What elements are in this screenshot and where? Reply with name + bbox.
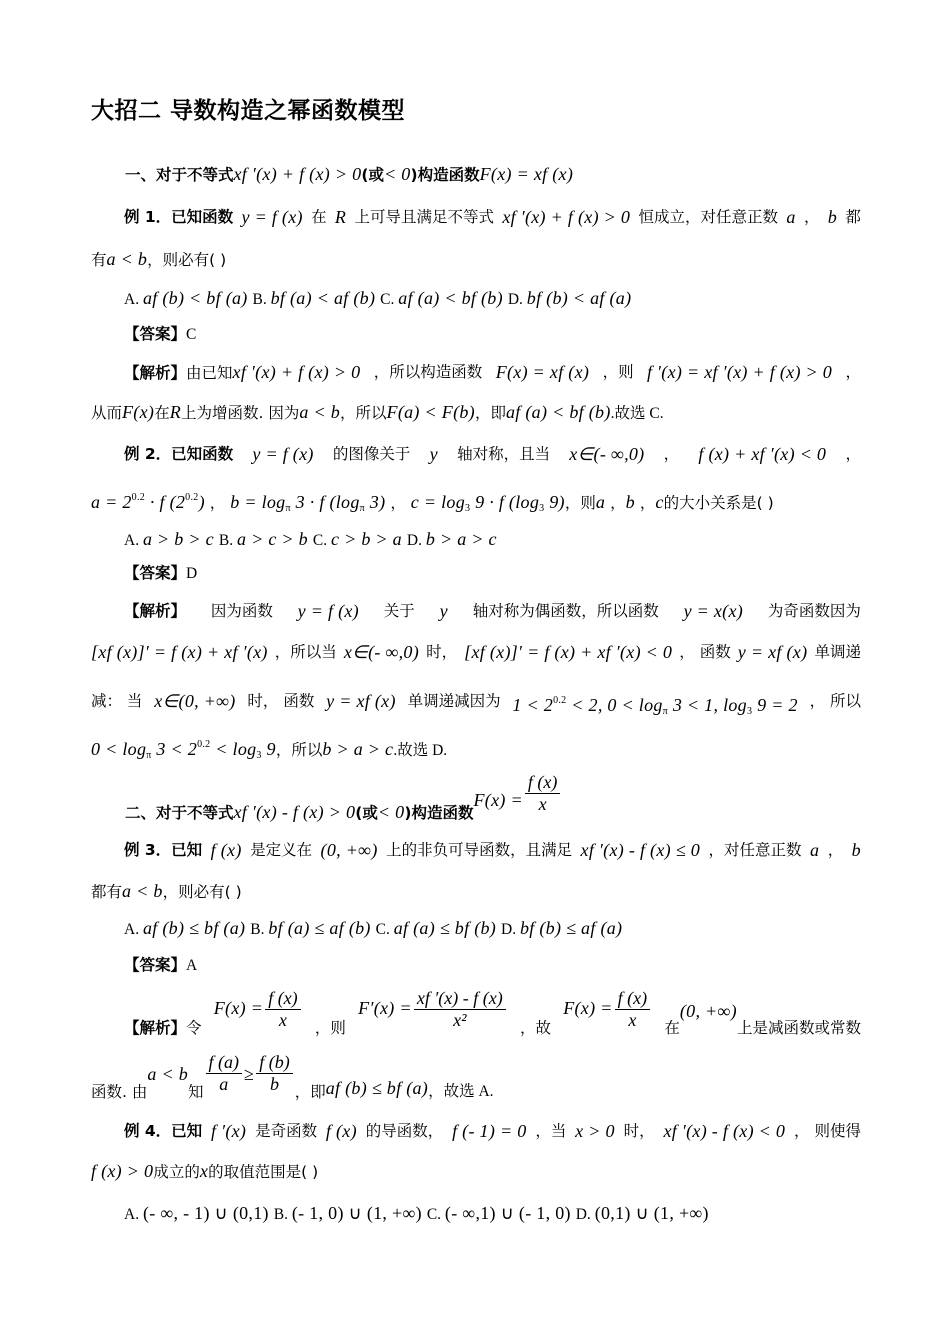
example-4-options: A. (- ∞, - 1) ∪ (0,1) B. (- 1, 0) ∪ (1, +∞) C. (- ∞,1) ∪ (- 1, 0) D. (0,1) ∪ (1, +∞) [124,1203,709,1223]
section-1-heading: 一、对于不等式xf ′(x) + f (x) > 0(或< 0)构造函数F(x) = xf (x) [125,164,574,184]
example-1-answer: 【答案】C [124,325,197,343]
example-2-options: A. a > b > c B. a > c > b C. c > b > a D. b > a > c [124,529,497,549]
example-2-analysis-2: [xf (x)]′ = f (x) + xf ′(x) ，所以当 x∈(- ∞,0) 时， [xf (x)]′ = f (x) + xf ′(x) < 0 ， 函数 y = xf (x) 单调递 [91,642,861,662]
example-2-analysis-3: 减： 当 x∈(0, +∞) 时， 函数 y = xf (x) 单调递减因为 $1 < 2^{0.2} < 2$, $0 < \log_\pi 3 < 1$, $\log_3 9 = 2$ ， 所以 [91,691,861,717]
example-2-answer: 【答案】D [124,564,198,582]
example-3-analysis-2: 函数. 由 a < b 知 $\frac{f (a)}{a}$ ≥ $\frac{f (b)}{b}$ ，即 af (b) ≤ bf (a) ，故选 A. [91,1052,494,1101]
example-3-analysis: 【解析】令 F(x) = $\frac{f (x)}{x}$ ，则 F′(x) = $\frac{xf '(x) - f (x)}{\text{x²}}$ ，故 F(x) = $\frac{f (x)}{x}$ 在(0, +∞)上是减函数或常数 [124,988,861,1037]
example-2-stem-2: $a = 2^{0.2} \cdot f$ $(2^{0.2})$ ， $b = \log_\pi 3 \cdot f$ ($\log_\pi$ 3) ， $c = \log_3 9 \cdot f$ ($\log_3$ 9)，则a ，b ，c的大小关系是( ) [91,492,774,514]
example-1-analysis: 【解析】由已知xf ′(x) + f (x) > 0 ，所以构造函数 F(x) = xf (x) ，则 f ′(x) = xf ′(x) + f (x) > 0 ， [124,362,861,382]
example-3-answer: 【答案】A [124,956,198,974]
example-1-stem: 例 1．已知函数 y = f (x) 在 R 上可导且满足不等式 xf ′(x) + f (x) > 0 恒成立，对任意正数 a ， b 都 [124,207,861,227]
fraction: $\frac{f (b)}{b}$ [256,1052,293,1095]
fraction: $\frac{f (x)}{x}$ [265,988,300,1031]
example-4-stem: 例 4．已知 f ′(x) 是奇函数 f (x) 的导函数， f (- 1) = 0 ，当 x > 0 时， xf ′(x) - f (x) < 0 ， 则使得 [124,1121,861,1141]
fraction: $\frac{xf '(x) - f (x)}{\text{x²}}$ [414,988,506,1031]
example-4-stem-2: f (x) > 0成立的x的取值范围是( ) [91,1161,319,1181]
fraction: $\frac{f (x)}{x}$ [525,772,560,815]
example-3-stem: 例 3．已知 f (x) 是定义在 (0, +∞) 上的非负可导函数，且满足 xf ′(x) - f (x) ≤ 0 ，对任意正数 a ， b [124,840,861,860]
example-3-options: A. af (b) ≤ bf (a) B. bf (a) ≤ af (b) C. af (a) ≤ bf (b) D. bf (b) ≤ af (a) [124,918,623,938]
example-2-analysis-4: $0 < \log_\pi 3 < 2^{0.2} < \log_3 9$，所以b > a > c.故选 D. [91,739,448,761]
example-3-stem-2: 都有a < b，则必有( ) [91,881,242,901]
section-2-heading: 二、对于不等式xf ′(x) - f (x) > 0(或< 0)构造函数F(x) = $\frac{f (x)}{x}$ [91,772,861,815]
fraction: $\frac{f (x)}{x}$ [615,988,650,1031]
example-2-stem: 例 2．已知函数 y = f (x) 的图像关于 y 轴对称，且当 x∈(- ∞,0) ， f (x) + xf ′(x) < 0 ， [124,444,861,464]
example-2-analysis: 【解析】 因为函数 y = f (x) 关于 y 轴对称为偶函数，所以函数 y = x(x) 为奇函数因为 [124,601,861,621]
example-1-stem-2: 有a < b，则必有( ) [91,249,227,269]
example-1-analysis-2: 从而F(x)在R上为增函数. 因为a < b，所以F(a) < F(b)，即af (a) < bf (b).故选 C. [91,402,664,422]
fraction: $\frac{f (a)}{a}$ [206,1052,243,1095]
page-title: 大招二 导数构造之幂函数模型 [91,98,406,124]
example-1-options: A. af (b) < bf (a) B. bf (a) < af (b) C. af (a) < bf (b) D. bf (b) < af (a) [124,288,632,308]
